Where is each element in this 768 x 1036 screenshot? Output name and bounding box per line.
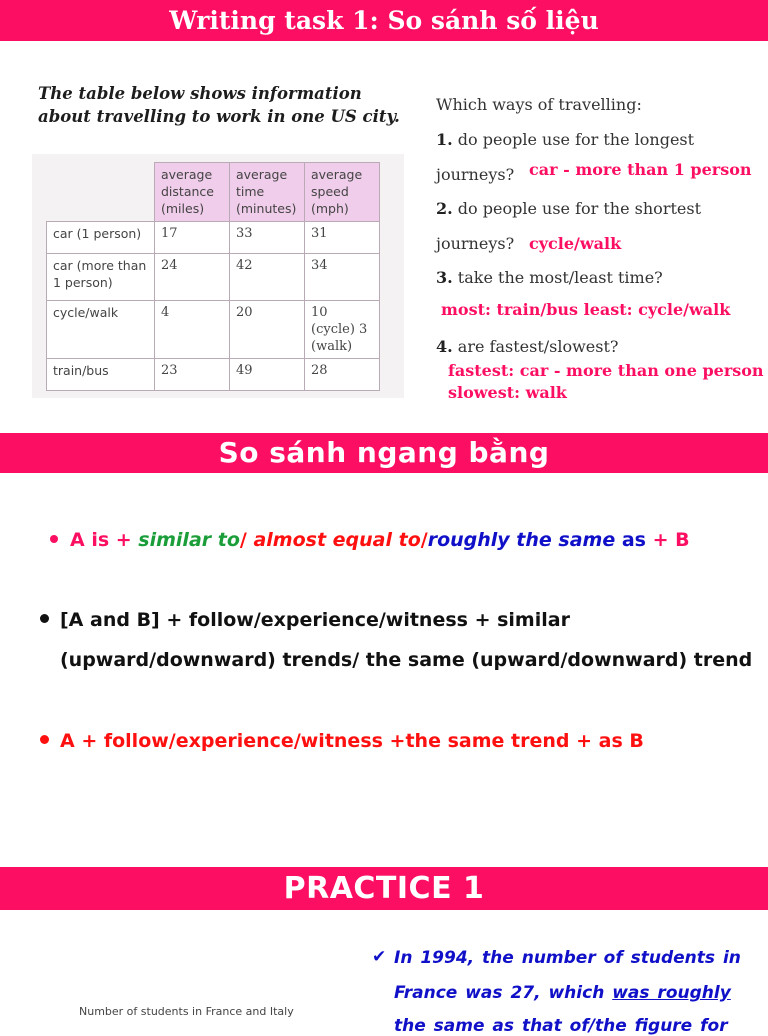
header-writing-task: Writing task 1: So sánh số liệu	[0, 0, 768, 41]
answer-3: most: train/bus least: cycle/walk	[441, 300, 731, 319]
question-3: 3. take the most/least time?	[436, 268, 663, 287]
table-header-row	[47, 163, 380, 222]
answer-4-fastest: fastest: car - more than one person	[448, 361, 764, 380]
header-distance: average distance (miles)	[155, 163, 230, 222]
question-2: 2. do people use for the shortest	[436, 199, 701, 218]
question-4: 4. are fastest/slowest?	[436, 337, 619, 356]
practice-line-2: France was 27, which was roughly	[394, 983, 731, 1003]
question-1-cont: journeys?	[436, 165, 515, 184]
questions-intro: Which ways of travelling:	[436, 95, 642, 114]
question-2-cont: journeys?	[436, 234, 515, 253]
header-equal-comparison: So sánh ngang bằng	[0, 433, 768, 473]
question-1: 1. do people use for the longest	[436, 130, 695, 149]
table-row: car (1 person) 17 33 31	[47, 222, 380, 254]
bullet-dot	[40, 614, 49, 623]
practice-line-3: the same as that of/the figure for	[394, 1016, 728, 1036]
table-row: train/bus 23 49 28	[47, 359, 380, 391]
check-icon: ✔	[372, 947, 387, 967]
travel-table	[46, 162, 380, 391]
bullet-similar: A is + similar to/ almost equal to/roughly the same as + B	[50, 529, 690, 551]
header-practice: PRACTICE 1	[0, 867, 768, 910]
bullet-trend-cont: (upward/downward) trends/ the same (upward/downward) trend	[60, 649, 753, 671]
bullet-dot	[40, 735, 49, 744]
bullet-dot	[50, 535, 58, 543]
chart-caption: Number of students in France and Italy	[79, 1005, 294, 1018]
practice-line-1: In 1994, the number of students in	[394, 948, 741, 968]
bullet-same-trend: A + follow/experience/witness +the same trend + as B	[40, 730, 644, 752]
bullet-trend: [A and B] + follow/experience/witness + similar	[40, 609, 570, 631]
answer-4-slowest: slowest: walk	[448, 383, 567, 402]
header-time: average time (minutes)	[230, 163, 305, 222]
table-intro-text: The table below shows information about travelling to work in one US city.	[38, 84, 400, 126]
table-row: cycle/walk 4 20 10 (cycle) 3 (walk)	[47, 301, 380, 359]
answer-2: cycle/walk	[529, 234, 622, 253]
answer-1: car - more than 1 person	[529, 160, 752, 179]
header-speed: average speed (mph)	[305, 163, 380, 222]
table-row: car (more than 1 person) 24 42 34	[47, 254, 380, 301]
